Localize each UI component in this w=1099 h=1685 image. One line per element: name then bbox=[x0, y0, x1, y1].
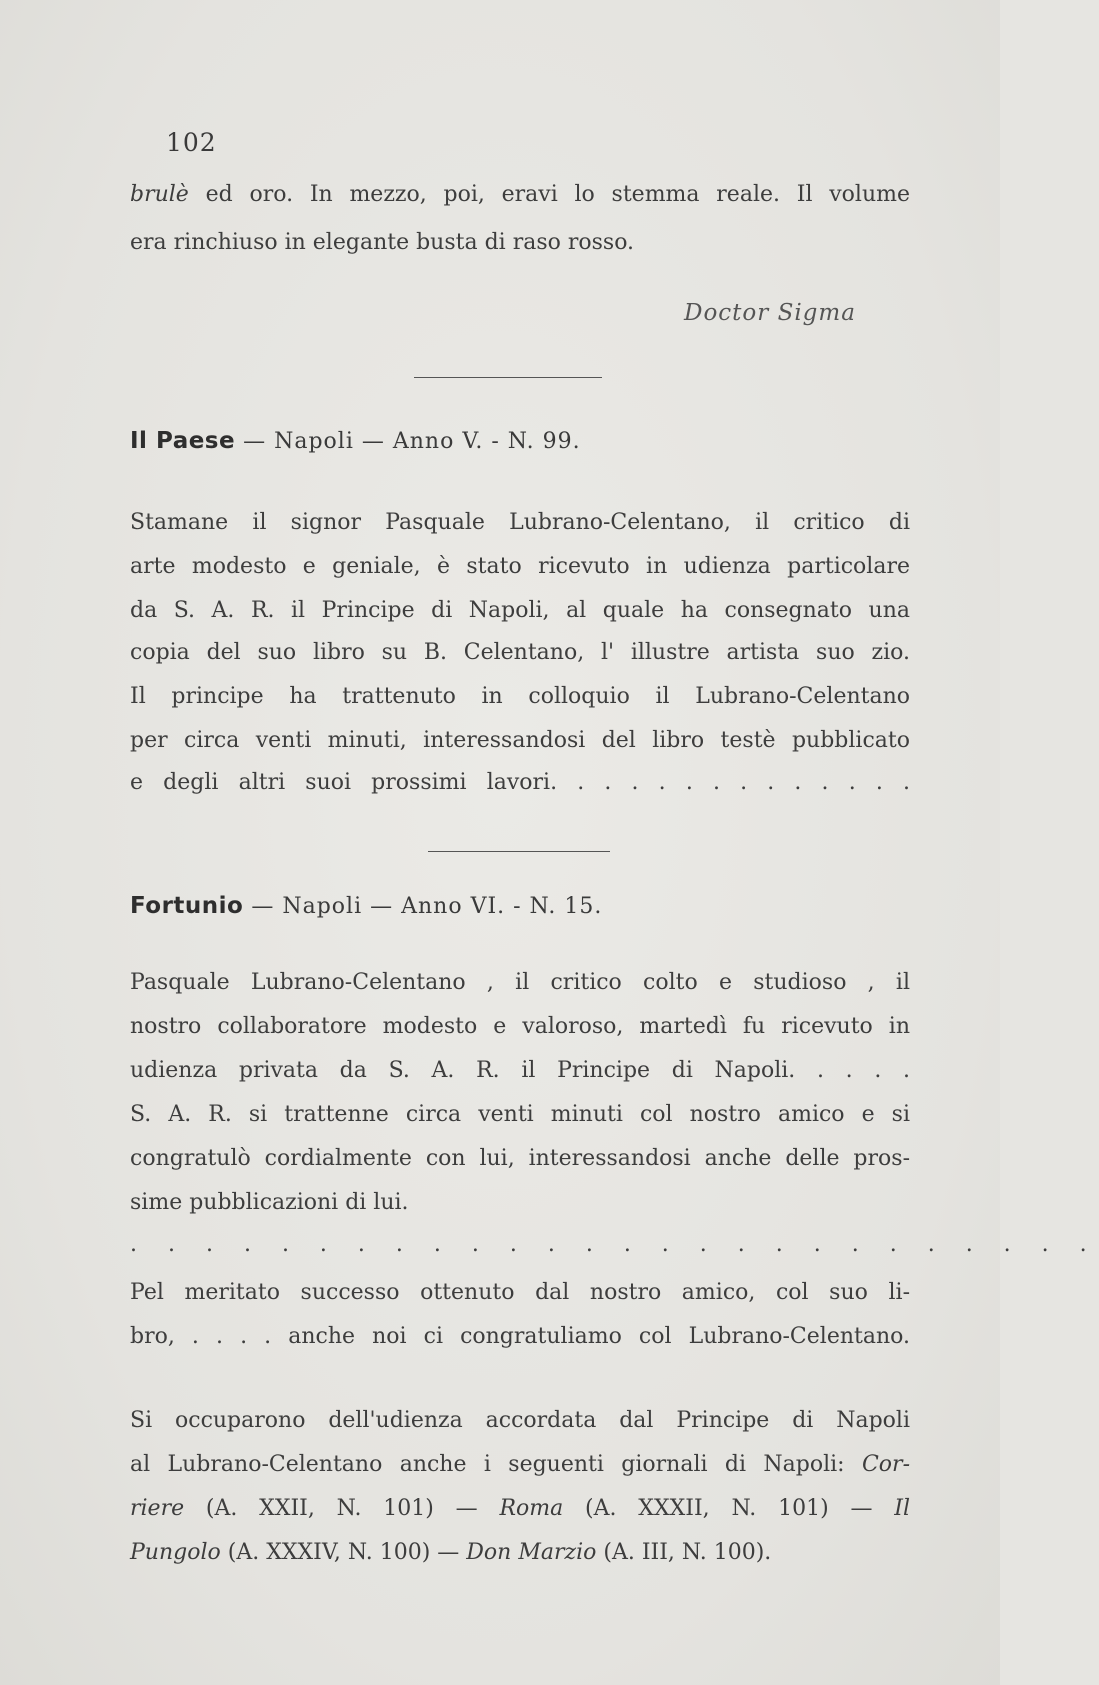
ellipsis-row: . . . . . . . . . . . . . . . . . . . . . . . . . . bbox=[130, 1232, 1099, 1257]
section3-roma-ref: (A. XXXII, N. 101) — bbox=[563, 1496, 895, 1521]
section1-line-3: da S. A. R. il Principe di Napoli, al quale ha consegnato una bbox=[130, 598, 910, 623]
section1-line-2: arte modesto e geniale, è stato ricevuto in udienza particolare bbox=[130, 554, 910, 579]
intro-line-1 bbox=[130, 180, 910, 210]
section2-line-1: Pasquale Lubrano-Celentano , il critico colto e studioso , il bbox=[130, 970, 910, 995]
intro-italic-lead: brulè bbox=[130, 182, 189, 207]
section1-header bbox=[130, 428, 581, 454]
section2-closing-line-2: bro, . . . . anche noi ci congratuliamo col Lubrano-Celentano. bbox=[130, 1324, 910, 1349]
section3-roma: Roma bbox=[499, 1496, 564, 1521]
section3-pungolo-end: Pungolo bbox=[130, 1540, 221, 1565]
intro-line-2: era rinchiuso in elegante busta di raso rosso. bbox=[130, 230, 635, 255]
section3-corriere-ref: (A. XXII, N. 101) — bbox=[184, 1496, 500, 1521]
section3-pungolo-start: Il bbox=[894, 1496, 910, 1521]
section1-publication: Il Paese bbox=[130, 428, 236, 454]
section2-publication: Fortunio bbox=[130, 893, 244, 919]
section2-line-3: udienza privata da S. A. R. il Principe di Napoli. . . . . bbox=[130, 1058, 910, 1083]
section3-line-1: Si occuparono dell'udienza accordata dal Principe di Napoli bbox=[130, 1408, 910, 1433]
section3-line-4 bbox=[130, 1538, 910, 1568]
section2-line-6: sime pubblicazioni di lui. bbox=[130, 1190, 409, 1215]
section3-corriere-end: riere bbox=[130, 1496, 185, 1521]
section3-don-marzio-ref: (A. III, N. 100). bbox=[596, 1540, 772, 1565]
intro-line-1-rest: ed oro. In mezzo, poi, eravi lo stemma reale. Il volume bbox=[188, 182, 910, 207]
section2-line-5: congratulò cordialmente con lui, interessandosi anche delle pros- bbox=[130, 1146, 910, 1171]
section2-closing-line-1: Pel meritato successo ottenuto dal nostro amico, col suo li- bbox=[130, 1280, 910, 1305]
section1-line-5: Il principe ha trattenuto in colloquio il Lubrano-Celentano bbox=[130, 684, 910, 709]
section1-line-6: per circa venti minuti, interessandosi del libro testè pubblicato bbox=[130, 728, 910, 753]
section2-line-4: S. A. R. si trattenne circa venti minuti col nostro amico e si bbox=[130, 1102, 910, 1127]
section2-header bbox=[130, 893, 602, 919]
section1-line-4: copia del suo libro su B. Celentano, l' illustre artista suo zio. bbox=[130, 640, 910, 665]
section3-pungolo-ref: (A. XXXIV, N. 100) — bbox=[220, 1540, 467, 1565]
section3-don-marzio: Don Marzio bbox=[466, 1540, 597, 1565]
section1-details: — Napoli — Anno V. - N. 99. bbox=[235, 429, 581, 454]
signature: Doctor Sigma bbox=[684, 300, 856, 326]
section3-line-2-text: al Lubrano-Celentano anche i seguenti giornali di Napoli: bbox=[130, 1452, 862, 1477]
separator-rule-2 bbox=[428, 851, 610, 852]
section2-line-2: nostro collaboratore modesto e valoroso, martedì fu ricevuto in bbox=[130, 1014, 910, 1039]
section1-line-1: Stamane il signor Pasquale Lubrano-Celentano, il critico di bbox=[130, 510, 910, 535]
section3-line-2 bbox=[130, 1450, 910, 1480]
section1-line-7: e degli altri suoi prossimi lavori. . . . . . . . . . . . . . bbox=[130, 770, 910, 795]
section2-details: — Napoli — Anno VI. - N. 15. bbox=[243, 894, 603, 919]
section3-corriere-start: Cor- bbox=[861, 1452, 910, 1477]
separator-rule-1 bbox=[414, 377, 602, 378]
page-number: 102 bbox=[166, 128, 217, 157]
section3-line-3 bbox=[130, 1494, 910, 1524]
